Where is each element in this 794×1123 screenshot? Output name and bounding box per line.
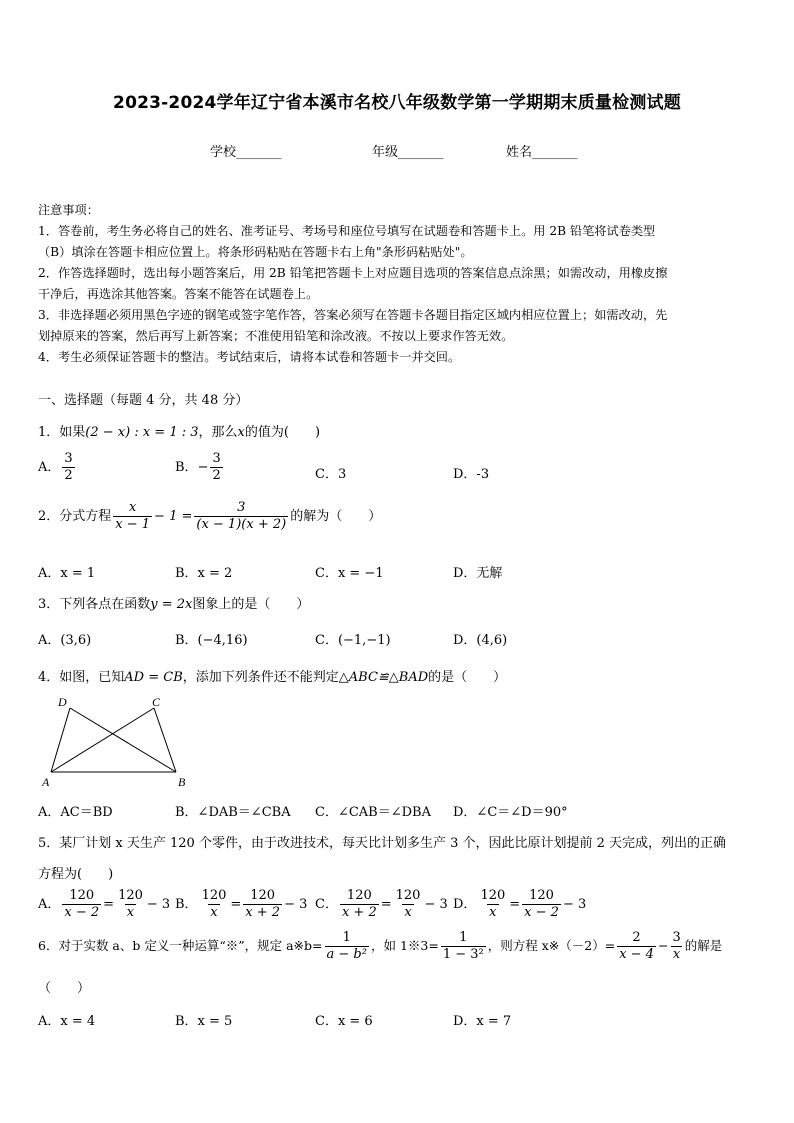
fraction: $\frac{120}{x - 2}$ — [64, 888, 100, 920]
fraction: $\frac{3}{2}$ — [212, 451, 221, 483]
name-field: 姓名_______ — [506, 145, 578, 160]
q6-option-d[interactable]: D．x = 7 — [453, 1014, 512, 1029]
q5-option-c[interactable]: C． $\frac{120}{x + 2}$ = $\frac{120}{x}$ − 3 — [315, 888, 448, 920]
quadrilateral-figure — [36, 692, 196, 792]
question-5-line-2: 方程为( ) — [38, 867, 114, 882]
q1-option-d[interactable]: D．-3 — [453, 467, 490, 482]
q3-option-a[interactable]: A．(3,6) — [38, 633, 92, 648]
page-title: 2023-2024学年辽宁省本溪市名校八年级数学第一学期期末质量检测试题 — [113, 93, 681, 113]
q5-option-d[interactable]: D． $\frac{120}{x}$ = $\frac{120}{x - 2}$ − 3 — [453, 888, 587, 920]
fraction: $\frac{3}{2}$ — [64, 451, 73, 483]
notes-heading: 注意事项： — [38, 203, 99, 217]
q4-option-b[interactable]: B．∠DAB＝∠CBA — [175, 805, 291, 820]
q4-option-d[interactable]: D．∠C＝∠D＝90° — [453, 805, 568, 820]
segment-ac — [51, 708, 154, 772]
fraction: $\frac{120}{x}$ — [395, 888, 421, 920]
q3-option-d[interactable]: D．(4,6) — [453, 633, 508, 648]
q2-option-d[interactable]: D．无解 — [453, 566, 503, 581]
q3-option-c[interactable]: C．(−1,−1) — [315, 633, 391, 648]
question-2: 2．分式方程 $\frac{x}{x - 1}$ − 1 = $\frac{3}{(x - 1)(x + 2)}$ 的解为（ ） — [38, 500, 382, 532]
q1-expression: (2 − x) : x = 1 : 3 — [85, 425, 199, 440]
fraction: $\frac{120}{x + 2}$ — [245, 888, 281, 920]
q4-option-c[interactable]: C．∠CAB＝∠DBA — [315, 805, 431, 820]
q3-option-b[interactable]: B．(−4,16) — [175, 633, 248, 648]
q1-option-b[interactable]: B．− $\frac{3}{2}$ — [175, 451, 221, 483]
notes-line: 2．作答选择题时，选出每小题答案后，用 2B 铅笔把答题卡上对应题目选项的答案信息点涂黑；如需改动，用橡皮擦 — [38, 266, 668, 280]
q2-option-b[interactable]: B．x = 2 — [175, 566, 233, 581]
school-field: 学校_______ — [210, 145, 282, 160]
fraction: $\frac{120}{x}$ — [118, 888, 143, 920]
q6-option-c[interactable]: C．x = 6 — [315, 1014, 373, 1029]
q1-option-a[interactable]: A． $\frac{3}{2}$ — [38, 451, 73, 483]
question-6-line-2: （ ） — [38, 981, 91, 996]
question-5-line-1: 5．某厂计划 x 天生产 120 个零件，由于改进技术，每天比计划多生产 3 个，因此比原计划提前 2 天完成，列出的正确 — [38, 836, 727, 851]
fraction: $\frac{1}{\text{1 − 3²}}$ — [442, 930, 484, 962]
fraction: $\frac{3}{(x - 1)(x + 2)}$ — [196, 500, 287, 532]
q5-option-b[interactable]: B． $\frac{120}{x}$ = $\frac{120}{x + 2}$ − 3 — [175, 888, 308, 920]
question-6: 6．对于实数 a、b 定义一种运算“※”，规定 a※b= $\frac{1}{\text{a − b²}}$ ，如 1※3= $\frac{1}{\text{1 − 3²}}$ ，则方程 x※（－2）= $\frac{2}{x - 4}$ − $\frac{3}{x}$ 的解是 — [38, 930, 723, 962]
section-heading: 一、选择题（每题 4 分，共 48 分） — [38, 393, 249, 408]
segment-bd — [70, 708, 176, 772]
fraction: $\frac{120}{x + 2}$ — [341, 888, 377, 920]
question-1: 1．如果(2 − x) : x = 1 : 3，那么x的值为( ) — [38, 425, 321, 440]
fraction: $\frac{120}{x}$ — [201, 888, 227, 920]
notes-line: 1．答卷前，考生务必将自己的姓名、准考证号、考场号和座位号填写在试题卷和答题卡上。用 2B 铅笔将试卷类型 — [38, 224, 656, 238]
fraction: $\frac{x}{x - 1}$ — [115, 500, 151, 532]
grade-field: 年级_______ — [372, 145, 444, 160]
q6-option-b[interactable]: B．x = 5 — [175, 1014, 233, 1029]
vertex-label-a: A — [42, 775, 50, 789]
notes-block — [38, 200, 667, 368]
vertex-label-d: D — [58, 695, 67, 709]
vertex-label-b: B — [178, 775, 186, 789]
notes-line: 4．考生必须保证答题卡的整洁。考试结束后，请将本试卷和答题卡一并交回。 — [38, 350, 461, 364]
fraction: $\frac{3}{x}$ — [672, 930, 681, 962]
fraction: $\frac{120}{x}$ — [480, 888, 506, 920]
question-3: 3．下列各点在函数y = 2x图象上的是（ ） — [38, 597, 310, 612]
q4-option-a[interactable]: A．AC＝BD — [38, 805, 113, 820]
q2-option-c[interactable]: C．x = −1 — [315, 566, 384, 581]
q1-option-c[interactable]: C．3 — [315, 467, 347, 482]
function-expression: y = 2x — [150, 597, 193, 612]
notes-line: 3．非选择题必须用黑色字迹的钢笔或签字笔作答，答案必须写在答题卡各题目指定区域内相应位置上；如需改动，先 — [38, 308, 668, 322]
fraction: $\frac{1}{\text{a − b²}}$ — [326, 930, 367, 962]
q5-option-a[interactable]: A． $\frac{120}{x - 2}$ = $\frac{120}{x}$ − 3 — [38, 888, 171, 920]
fraction: $\frac{120}{x - 2}$ — [524, 888, 559, 920]
notes-line: （B）填涂在答题卡相应位置上。将条形码粘贴在答题卡右上角"条形码粘贴处"。 — [38, 245, 473, 259]
fraction: $\frac{2}{x - 4}$ — [619, 930, 654, 962]
question-4: 4．如图，已知AD = CB，添加下列条件还不能判定△ABC≌△BAD的是（ ） — [38, 670, 507, 685]
q6-option-a[interactable]: A．x = 4 — [38, 1014, 96, 1029]
notes-line: 划掉原来的答案，然后再写上新答案；不准使用铅笔和涂改液。不按以上要求作答无效。 — [38, 329, 514, 343]
q2-option-a[interactable]: A．x = 1 — [38, 566, 96, 581]
notes-line: 干净后，再选涂其他答案。答案不能答在试题卷上。 — [38, 287, 319, 301]
segment-bc — [154, 708, 176, 772]
vertex-label-c: C — [152, 695, 161, 709]
